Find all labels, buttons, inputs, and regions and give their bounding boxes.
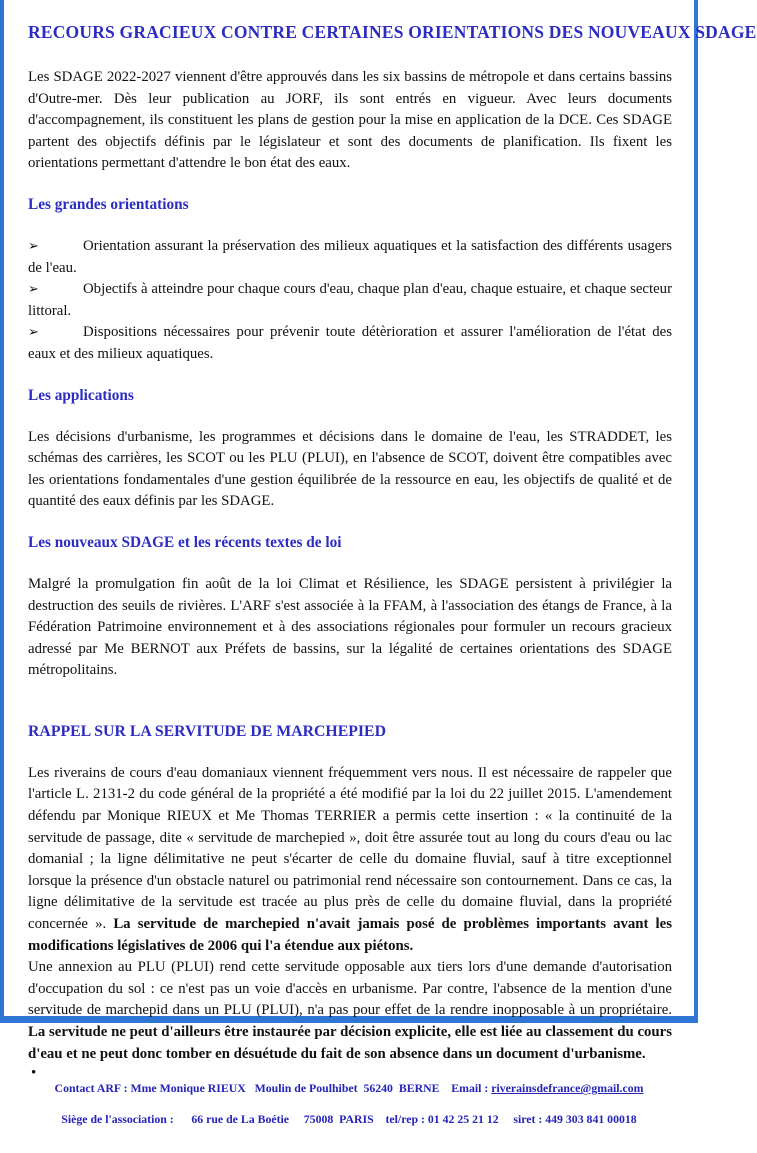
arrow-bullet-icon: ➢ bbox=[28, 238, 39, 254]
footer-contact-line bbox=[28, 1081, 670, 1096]
list-item-text: Orientation assurant la préservation des milieux aquatiques et la satisfaction des différents usagers de l'eau. bbox=[28, 237, 672, 276]
applications-paragraph: Les décisions d'urbanisme, les programmes et décisions dans le domaine de l'eau, les STRADDET, les schémas des carrières, les SCOT ou les PLU (PLUI), en l'absence de SCOT, doivent être compatibles avec les orientations fondamentales d'une gestion équilibrée de la ressource en eau, les objectifs de qualité et de quantité des eaux définis par les SDAGE. bbox=[28, 428, 672, 510]
page-title: RECOURS GRACIEUX CONTRE CERTAINES ORIENTATIONS DES NOUVEAUX SDAGE bbox=[28, 22, 757, 42]
section-heading-orientations: Les grandes orientations bbox=[28, 195, 189, 213]
list-item-text: Objectifs à atteindre pour chaque cours d'eau, chaque plan d'eau, chaque estuaire, et chaque secteur littoral. bbox=[28, 281, 672, 319]
section-heading-sdage-lois: Les nouveaux SDAGE et les récents textes de loi bbox=[28, 533, 342, 551]
list-item bbox=[28, 236, 672, 279]
footer bbox=[4, 1081, 694, 1153]
list-item-text: Dispositions nécessaires pour prévenir toute détèrioration et assurer l'amélioration de l'état des eaux et des milieux aquatiques. bbox=[28, 324, 672, 362]
document-body bbox=[4, 0, 757, 1082]
footer-contact-text: Contact ARF : Mme Monique RIEUX Moulin de Poulhibet 56240 BERNE Email : bbox=[54, 1081, 492, 1096]
list-item bbox=[28, 279, 672, 322]
list-item bbox=[28, 322, 672, 365]
intro-paragraph: Les SDAGE 2022-2027 viennent d'être approuvés dans les six bassins de métropole et dans certains bassins d'Outre-mer. Dès leur publication au JORF, ils sont entrés en vigueur. Avec leurs documents d'accompagnement, ils constituent les plans de gestion pour la mise en application de la DCE. Ces SDAGE partent des objectifs définis par le législateur et sont des documents de planification. Ils fixent les orientations permettant d'attendre le bon état des eaux. bbox=[28, 69, 672, 172]
marchepied-paragraph-1 bbox=[28, 763, 672, 957]
orientations-bullet-list bbox=[28, 236, 672, 366]
paragraph-text: Une annexion au PLU (PLUI) rend cette servitude opposable aux tiers lors d'une demande d'autorisation d'occupation du sol : ce n'est pas un voie d'accès en urbanisme. Par contre, l'absence de la mention d'une servitude de marchepid dans un PLU (PLUI), n'a pas pour effet de la rendre inopposable à un propriétaire. bbox=[28, 959, 672, 1019]
sdage-lois-paragraph: Malgré la promulgation fin août de la loi Climat et Résilience, les SDAGE persistent à privilégier la destruction des seuils de rivières. L'ARF s'est associée à la FFAM, à l'association des étangs de France, à la Fédération Patrimoine environnement et à des associations régionales pour formuler un recours gracieux adressé par Me BERNOT aux Préfets de bassins, sur la légalité de certaines orientations des SDAGE métropolitains. bbox=[28, 575, 672, 679]
paragraph-bold-text: La servitude de marchepied n'avait jamais posé de problèmes importants avant les modifications législatives de 2006 qui l'a étendue aux piétons. bbox=[28, 916, 672, 954]
paragraph-bold-text: La servitude ne peut d'ailleurs être instaurée par décision explicite, elle est liée au classement du cours d'eau et ne peut donc tomber en désuétude du fait de son absence dans un document d'urbanisme. bbox=[28, 1024, 672, 1062]
marchepied-paragraph-2 bbox=[28, 957, 672, 1065]
footer-address-line: Siège de l'association : 66 rue de La Boétie 75008 PARIS tel/rep : 01 42 25 21 12 siret : 449 303 841 00018 bbox=[61, 1112, 637, 1127]
paragraph-text: Les riverains de cours d'eau domaniaux viennent fréquemment vers nous. Il est nécessaire de rappeler que l'article L. 2131-2 du code général de la propriété a été modifié par la loi du 22 juillet 2015. L'amendement défendu par Monique RIEUX et Me Thomas TERRIER a permis cette insertion : « la continuité de la servitude de passage, dite « servitude de marchepied », doit être assurée tout au long du cours d'eau ou lac domanial ; la ligne délimitative ne peut s'écarter de celle du domaine fluvial, sauf à titre exceptionnel lorsque la présence d'un obstacle naturel ou patrimonial rend nécessaire son contournement. Dans ce cas, la ligne délimitative de la servitude est tracée au plus près de celle du domaine fluvial, dans la propriété concernée ». bbox=[28, 764, 672, 933]
stray-bullet: • bbox=[31, 1065, 37, 1082]
email-link[interactable]: riverainsdefrance@gmail.com bbox=[491, 1081, 644, 1096]
arrow-bullet-icon: ➢ bbox=[28, 325, 39, 341]
section-heading-marchepied: RAPPEL SUR LA SERVITUDE DE MARCHEPIED bbox=[28, 722, 386, 740]
arrow-bullet-icon: ➢ bbox=[28, 282, 39, 298]
section-heading-applications: Les applications bbox=[28, 386, 134, 404]
